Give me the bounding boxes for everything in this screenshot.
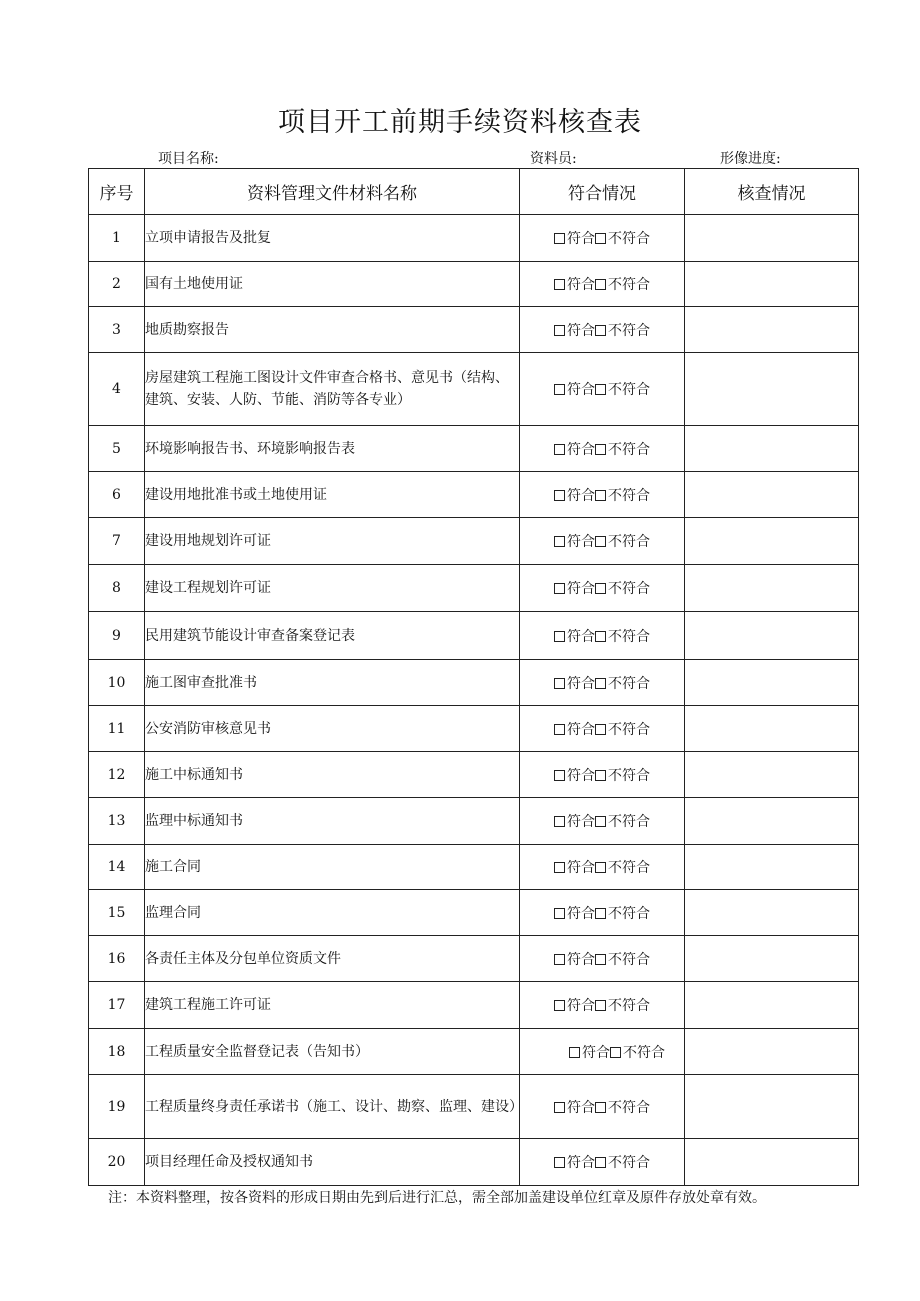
row-index: 16 — [89, 936, 145, 982]
row-review-cell[interactable] — [685, 798, 859, 845]
noncomply-option-label[interactable]: 不符合 — [608, 581, 650, 597]
row-index: 12 — [89, 752, 145, 798]
row-document-name: 立项申请报告及批复 — [145, 215, 520, 262]
noncomply-checkbox[interactable] — [595, 583, 606, 594]
noncomply-checkbox[interactable] — [595, 724, 606, 735]
comply-checkbox[interactable] — [554, 536, 565, 547]
row-review-cell[interactable] — [685, 890, 859, 936]
comply-checkbox[interactable] — [554, 444, 565, 455]
noncomply-checkbox[interactable] — [595, 631, 606, 642]
row-review-cell[interactable] — [685, 518, 859, 565]
row-compliance — [520, 982, 685, 1029]
table-row — [89, 1029, 859, 1075]
noncomply-option-label[interactable]: 不符合 — [608, 487, 650, 504]
comply-checkbox[interactable] — [554, 1102, 565, 1113]
noncomply-checkbox[interactable] — [595, 816, 606, 827]
noncomply-option-label[interactable]: 不符合 — [623, 1044, 665, 1061]
table-row — [89, 612, 859, 660]
noncomply-option-label[interactable]: 不符合 — [608, 534, 650, 550]
noncomply-option-label[interactable]: 不符合 — [608, 628, 650, 645]
comply-option-label[interactable]: 符合 — [582, 1044, 610, 1061]
row-index: 9 — [89, 612, 145, 660]
row-document-name: 工程质量安全监督登记表（告知书） — [145, 1029, 520, 1075]
table-row — [89, 353, 859, 426]
table-row — [89, 890, 859, 936]
row-compliance — [520, 612, 685, 660]
header-review: 核查情况 — [685, 169, 859, 215]
row-index: 14 — [89, 845, 145, 890]
header-compliance: 符合情况 — [520, 169, 685, 215]
row-document-name: 地质勘察报告 — [145, 307, 520, 353]
comply-option-label[interactable]: 符合 — [567, 322, 595, 339]
row-document-name: 施工中标通知书 — [145, 752, 520, 798]
noncomply-option-label[interactable]: 不符合 — [608, 998, 650, 1014]
row-document-name: 建设用地批准书或土地使用证 — [145, 472, 520, 518]
comply-checkbox[interactable] — [554, 724, 565, 735]
comply-option-label[interactable]: 符合 — [567, 581, 595, 597]
comply-option-label[interactable]: 符合 — [567, 1099, 595, 1116]
comply-option-label[interactable]: 符合 — [567, 1155, 595, 1171]
checklist-table — [88, 168, 859, 1186]
table-row — [89, 752, 859, 798]
comply-checkbox[interactable] — [554, 908, 565, 919]
row-review-cell[interactable] — [685, 472, 859, 518]
noncomply-option-label[interactable]: 不符合 — [608, 675, 650, 692]
row-index: 1 — [89, 215, 145, 262]
comply-checkbox[interactable] — [554, 1000, 565, 1011]
noncomply-checkbox[interactable] — [595, 325, 606, 336]
comply-checkbox[interactable] — [554, 279, 565, 290]
noncomply-checkbox[interactable] — [595, 490, 606, 501]
noncomply-option-label[interactable]: 不符合 — [608, 441, 650, 458]
row-index: 8 — [89, 565, 145, 612]
row-review-cell[interactable] — [685, 262, 859, 307]
table-row — [89, 936, 859, 982]
row-review-cell[interactable] — [685, 1075, 859, 1139]
row-review-cell[interactable] — [685, 353, 859, 426]
row-compliance — [520, 706, 685, 752]
comply-option-label[interactable]: 符合 — [567, 721, 595, 738]
row-compliance — [520, 353, 685, 426]
comply-checkbox[interactable] — [554, 490, 565, 501]
row-document-name: 建设用地规划许可证 — [145, 518, 520, 565]
noncomply-checkbox[interactable] — [595, 908, 606, 919]
table-row — [89, 262, 859, 307]
noncomply-checkbox[interactable] — [595, 233, 606, 244]
comply-checkbox[interactable] — [554, 954, 565, 965]
row-document-name: 项目经理任命及授权通知书 — [145, 1139, 520, 1186]
comply-option-label[interactable]: 符合 — [567, 441, 595, 458]
comply-checkbox[interactable] — [554, 1157, 565, 1168]
row-review-cell[interactable] — [685, 307, 859, 353]
noncomply-checkbox[interactable] — [595, 954, 606, 965]
row-compliance — [520, 752, 685, 798]
row-compliance — [520, 1139, 685, 1186]
comply-checkbox[interactable] — [554, 678, 565, 689]
row-compliance — [520, 660, 685, 706]
row-review-cell[interactable] — [685, 1029, 859, 1075]
noncomply-option-label[interactable]: 不符合 — [608, 382, 650, 398]
row-review-cell[interactable] — [685, 660, 859, 706]
table-row — [89, 1075, 859, 1139]
row-index: 10 — [89, 660, 145, 706]
noncomply-checkbox[interactable] — [610, 1047, 621, 1058]
noncomply-checkbox[interactable] — [595, 384, 606, 395]
row-index: 6 — [89, 472, 145, 518]
comply-checkbox[interactable] — [554, 384, 565, 395]
noncomply-checkbox[interactable] — [595, 678, 606, 689]
header-row — [89, 169, 859, 215]
row-document-name: 建设工程规划许可证 — [145, 565, 520, 612]
noncomply-checkbox[interactable] — [595, 1000, 606, 1011]
noncomply-option-label[interactable]: 不符合 — [608, 721, 650, 738]
row-review-cell[interactable] — [685, 982, 859, 1029]
row-document-name: 监理中标通知书 — [145, 798, 520, 845]
comply-checkbox[interactable] — [554, 325, 565, 336]
comply-option-label[interactable]: 符合 — [567, 860, 595, 876]
row-index: 17 — [89, 982, 145, 1029]
comply-option-label[interactable]: 符合 — [567, 231, 595, 247]
noncomply-checkbox[interactable] — [595, 1157, 606, 1168]
row-document-name: 环境影响报告书、环境影响报告表 — [145, 426, 520, 472]
noncomply-checkbox[interactable] — [595, 770, 606, 781]
row-review-cell[interactable] — [685, 426, 859, 472]
table-row — [89, 660, 859, 706]
row-document-name: 施工图审查批准书 — [145, 660, 520, 706]
row-document-name: 监理合同 — [145, 890, 520, 936]
footnote: 注：本资料整理，按各资料的形成日期由先到后进行汇总，需全部加盖建设单位红章及原件存放处章有效。 — [108, 1190, 766, 1206]
row-compliance — [520, 798, 685, 845]
row-document-name: 各责任主体及分包单位资质文件 — [145, 936, 520, 982]
row-index: 19 — [89, 1075, 145, 1139]
comply-checkbox[interactable] — [554, 583, 565, 594]
comply-option-label[interactable]: 符合 — [567, 998, 595, 1014]
row-index: 13 — [89, 798, 145, 845]
row-index: 4 — [89, 353, 145, 426]
noncomply-option-label[interactable]: 不符合 — [608, 322, 650, 339]
table-row — [89, 215, 859, 262]
row-review-cell[interactable] — [685, 612, 859, 660]
noncomply-checkbox[interactable] — [595, 444, 606, 455]
comply-option-label[interactable]: 符合 — [567, 487, 595, 504]
noncomply-option-label[interactable]: 不符合 — [608, 277, 650, 293]
row-index: 11 — [89, 706, 145, 752]
noncomply-option-label[interactable]: 不符合 — [608, 905, 650, 922]
row-document-name: 公安消防审核意见书 — [145, 706, 520, 752]
noncomply-option-label[interactable]: 不符合 — [608, 951, 650, 968]
progress-label: 形像进度: — [720, 151, 781, 167]
row-compliance — [520, 518, 685, 565]
noncomply-option-label[interactable]: 不符合 — [608, 231, 650, 247]
noncomply-option-label[interactable]: 不符合 — [608, 860, 650, 876]
comply-checkbox[interactable] — [554, 233, 565, 244]
clerk-label: 资料员: — [530, 151, 577, 167]
table-row — [89, 798, 859, 845]
row-compliance — [520, 426, 685, 472]
row-index: 5 — [89, 426, 145, 472]
row-compliance — [520, 1029, 685, 1075]
row-document-name: 工程质量终身责任承诺书（施工、设计、勘察、监理、建设） — [145, 1075, 520, 1139]
table-row — [89, 518, 859, 565]
row-review-cell[interactable] — [685, 936, 859, 982]
table-row — [89, 472, 859, 518]
row-compliance — [520, 307, 685, 353]
noncomply-option-label[interactable]: 不符合 — [608, 1155, 650, 1171]
comply-option-label[interactable]: 符合 — [567, 382, 595, 398]
comply-option-label[interactable]: 符合 — [567, 905, 595, 922]
row-compliance — [520, 1075, 685, 1139]
row-compliance — [520, 215, 685, 262]
table-row — [89, 565, 859, 612]
comply-checkbox[interactable] — [554, 862, 565, 873]
table-row — [89, 426, 859, 472]
row-compliance — [520, 262, 685, 307]
row-review-cell[interactable] — [685, 1139, 859, 1186]
table-row — [89, 307, 859, 353]
comply-checkbox[interactable] — [554, 631, 565, 642]
noncomply-checkbox[interactable] — [595, 279, 606, 290]
row-compliance — [520, 936, 685, 982]
row-document-name: 房屋建筑工程施工图设计文件审查合格书、意见书（结构、建筑、安装、人防、节能、消防等各专业） — [145, 353, 520, 426]
row-compliance — [520, 845, 685, 890]
row-index: 15 — [89, 890, 145, 936]
row-document-name: 建筑工程施工许可证 — [145, 982, 520, 1029]
comply-option-label[interactable]: 符合 — [567, 534, 595, 550]
comply-option-label[interactable]: 符合 — [567, 628, 595, 645]
row-review-cell[interactable] — [685, 215, 859, 262]
row-index: 2 — [89, 262, 145, 307]
noncomply-checkbox[interactable] — [595, 862, 606, 873]
row-index: 3 — [89, 307, 145, 353]
row-review-cell[interactable] — [685, 565, 859, 612]
row-review-cell[interactable] — [685, 706, 859, 752]
project-name-label: 项目名称: — [158, 151, 219, 167]
row-compliance — [520, 472, 685, 518]
row-compliance — [520, 565, 685, 612]
comply-option-label[interactable]: 符合 — [567, 767, 595, 784]
page-title: 项目开工前期手续资料核查表 — [278, 107, 642, 138]
comply-checkbox[interactable] — [554, 770, 565, 781]
row-document-name: 国有土地使用证 — [145, 262, 520, 307]
noncomply-option-label[interactable]: 不符合 — [608, 814, 650, 830]
comply-checkbox[interactable] — [554, 816, 565, 827]
row-index: 7 — [89, 518, 145, 565]
header-document-name: 资料管理文件材料名称 — [145, 169, 520, 215]
table-row — [89, 706, 859, 752]
row-document-name: 施工合同 — [145, 845, 520, 890]
row-review-cell[interactable] — [685, 845, 859, 890]
comply-option-label[interactable]: 符合 — [567, 951, 595, 968]
noncomply-option-label[interactable]: 不符合 — [608, 1099, 650, 1116]
comply-option-label[interactable]: 符合 — [567, 277, 595, 293]
noncomply-checkbox[interactable] — [595, 536, 606, 547]
header-index: 序号 — [89, 169, 145, 215]
row-document-name: 民用建筑节能设计审查备案登记表 — [145, 612, 520, 660]
row-index: 18 — [89, 1029, 145, 1075]
table-row — [89, 1139, 859, 1186]
table-row — [89, 982, 859, 1029]
row-review-cell[interactable] — [685, 752, 859, 798]
comply-option-label[interactable]: 符合 — [567, 675, 595, 692]
row-compliance — [520, 890, 685, 936]
row-index: 20 — [89, 1139, 145, 1186]
comply-option-label[interactable]: 符合 — [567, 814, 595, 830]
table-row — [89, 845, 859, 890]
comply-checkbox[interactable] — [569, 1047, 580, 1058]
noncomply-option-label[interactable]: 不符合 — [608, 767, 650, 784]
noncomply-checkbox[interactable] — [595, 1102, 606, 1113]
